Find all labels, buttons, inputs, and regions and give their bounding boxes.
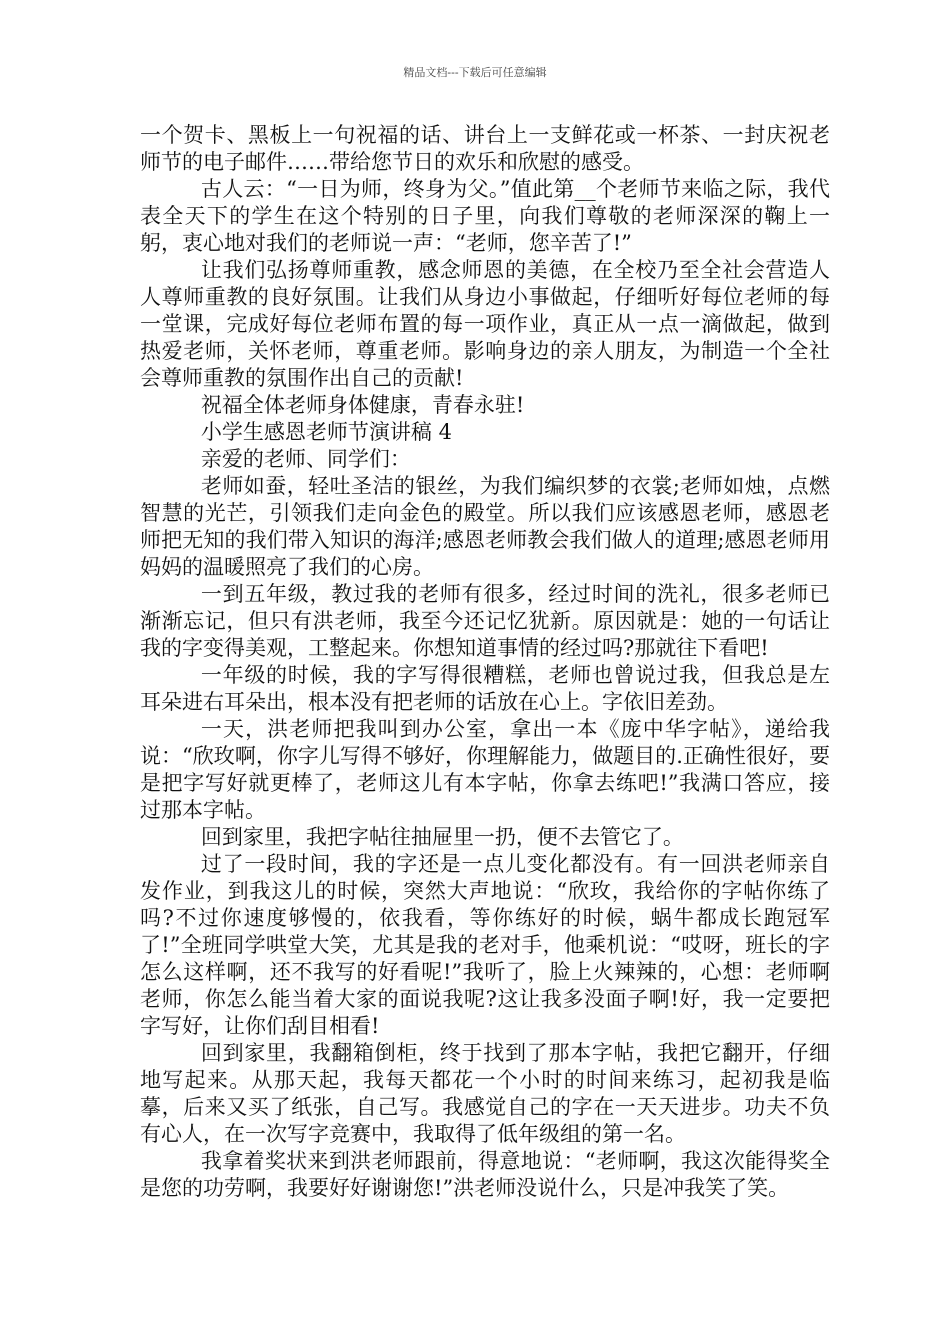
paragraph: 祝福全体老师身体健康，青春永驻! — [200, 393, 525, 417]
paragraph: 一到五年级，教过我的老师有很多，经过时间的洗礼，很多老师已渐渐忘记，但只有洪老师，我至今还记忆犹新。原因就是：她的一句话让我的字变得美观，工整起来。你想知道事情的经过吗?那就往下看吧! — [140, 582, 830, 660]
paragraph: 一年级的时候，我的字写得很糟糕，老师也曾说过我，但我总是左耳朵进右耳朵出，根本没有把老师的话放在心上。字依旧差劲。 — [140, 663, 830, 714]
paragraph: 过了一段时间，我的字还是一点儿变化都没有。有一回洪老师亲自发作业，到我这儿的时候，突然大声地说：“欣玫，我给你的字帖你练了吗?不过你速度够慢的，依我看，等你练好的时候，蜗牛都成长跑冠军了!”全班同学哄堂大笑，尤其是我的老对手，他乘机说：“哎呀，班长的字怎么这样啊，还不我写的好看呢!”我听了，脸上火辣辣的，心想：老师啊老师，你怎么能当着大家的面说我呢?这让我多没面子啊!好，我一定要把字写好，让你们刮目相看! — [140, 852, 830, 1038]
paragraph: 回到家里，我把字帖往抽屉里一扔，便不去管它了。 — [200, 825, 684, 849]
salutation: 亲爱的老师、同学们： — [200, 447, 411, 471]
paragraph: 一天，洪老师把我叫到办公室，拿出一本《庞中华字帖》，递给我说：“欣玫啊，你字儿写得不够好，你理解能力，做题目的.正确性很好，要是把字写好就更棒了，老师这儿有本字帖，你拿去练吧!”我满口答应，接过那本字帖。 — [140, 717, 830, 822]
document-body — [140, 122, 830, 1202]
page-header: 精品文档---下载后可任意编辑 — [403, 66, 547, 79]
paragraph: 老师如蚕，轻吐圣洁的银丝，为我们编织梦的衣裳;老师如烛，点燃智慧的光芒，引领我们走向金色的殿堂。所以我们应该感恩老师，感恩老师把无知的我们带入知识的海洋;感恩老师教会我们做人的道理;感恩老师用妈妈的温暖照亮了我们的心房。 — [140, 474, 830, 579]
paragraph: 回到家里，我翻箱倒柜，终于找到了那本字帖，我把它翻开，仔细地写起来。从那天起，我每天都花一个小时的时间来练习，起初我是临摹，后来又买了纸张，自己写。我感觉自己的字在一天天进步。功夫不负有心人，在一次写字竞赛中，我取得了低年级组的第一名。 — [140, 1041, 830, 1146]
paragraph: 古人云：“一日为师，终身为父。”值此第__个老师节来临之际，我代表全天下的学生在这个特别的日子里，向我们尊敬的老师深深的鞠上一躬，衷心地对我们的老师说一声：“老师，您辛苦了!” — [140, 177, 830, 255]
section-heading: 小学生感恩老师节演讲稿 4 — [200, 420, 452, 444]
paragraph: 我拿着奖状来到洪老师跟前，得意地说：“老师啊，我这次能得奖全是您的功劳啊，我要好好谢谢您!”洪老师没说什么，只是冲我笑了笑。 — [140, 1149, 830, 1200]
paragraph: 一个贺卡、黑板上一句祝福的话、讲台上一支鲜花或一杯茶、一封庆祝老师节的电子邮件……带给您节日的欢乐和欣慰的感受。 — [140, 123, 830, 174]
paragraph: 让我们弘扬尊师重教，感念师恩的美德，在全校乃至全社会营造人人尊师重教的良好氛围。让我们从身边小事做起，仔细听好每位老师的每一堂课，完成好每位老师布置的每一项作业，真正从一点一滴做起，做到热爱老师，关怀老师，尊重老师。影响身边的亲人朋友，为制造一个全社会尊师重教的氛围作出自己的贡献! — [140, 258, 830, 390]
